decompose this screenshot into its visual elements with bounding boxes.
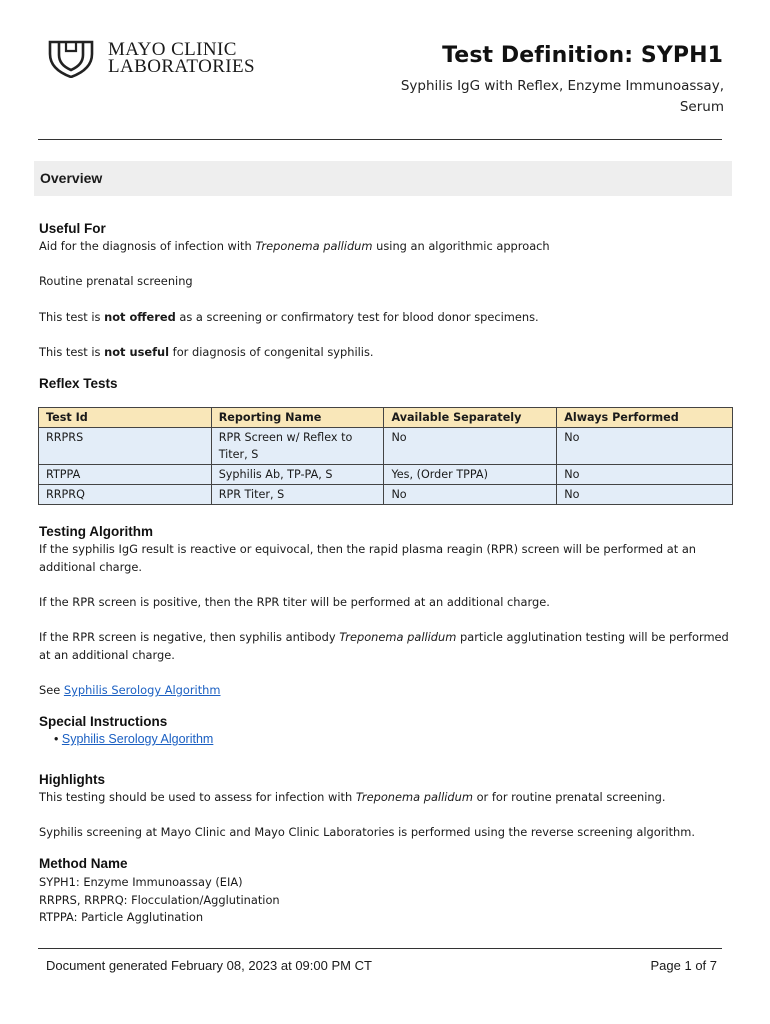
column-header: Test Id (39, 408, 212, 428)
table-header-row (39, 408, 733, 428)
organism-name: Treponema pallidum (255, 239, 373, 253)
method-name-line-3: RTPPA: Particle Agglutination (39, 910, 204, 924)
logo-line-1: MAYO CLINIC (108, 39, 237, 60)
special-instructions-heading: Special Instructions (39, 714, 168, 729)
logo-wordmark (108, 41, 255, 75)
table-row (39, 465, 733, 485)
method-name-line-2: RRPRS, RRPRQ: Flocculation/Agglutination (39, 893, 280, 907)
overview-section-bar (34, 161, 732, 196)
table-cell: No (557, 465, 733, 485)
testing-algorithm-para-2: If the RPR screen is positive, then the RPR titer will be performed at an additional charge. (39, 595, 550, 609)
subtitle-line-2: Serum (679, 99, 724, 115)
logo-line-2: LABORATORIES (108, 56, 255, 77)
useful-for-line-1: Aid for the diagnosis of infection with Treponema pallidum using an algorithmic approach (39, 239, 550, 253)
header-divider (38, 139, 722, 140)
method-name-line-1: SYPH1: Enzyme Immunoassay (EIA) (39, 875, 243, 889)
table-cell: No (557, 428, 733, 465)
footer-divider (38, 948, 722, 949)
column-header: Always Performed (557, 408, 733, 428)
page-number: Page 1 of 7 (650, 958, 717, 973)
document-title: Test Definition: SYPH1 (442, 43, 723, 68)
table-cell: RPR Titer, S (211, 485, 384, 505)
special-instructions-algorithm-link[interactable]: Syphilis Serology Algorithm (61, 732, 214, 746)
highlights-para-1: This testing should be used to assess for infection with Treponema pallidum or for routine prenatal screening. (39, 790, 666, 804)
table-cell: No (384, 485, 557, 505)
highlights-heading: Highlights (39, 772, 105, 787)
special-instructions-item (54, 730, 749, 748)
testing-algorithm-heading: Testing Algorithm (39, 524, 153, 539)
reflex-tests-heading: Reflex Tests (39, 376, 118, 391)
document-generated-date: Document generated February 08, 2023 at 09:00 PM CT (46, 958, 372, 973)
useful-for-heading: Useful For (39, 221, 106, 236)
see-algorithm-line: See Syphilis Serology Algorithm (39, 683, 221, 697)
table-cell: RRPRQ (39, 485, 212, 505)
bullet: • (54, 732, 59, 746)
column-header: Reporting Name (211, 408, 384, 428)
table-cell: RTPPA (39, 465, 212, 485)
table-cell: No (557, 485, 733, 505)
table-row (39, 428, 733, 465)
reflex-tests-table (38, 407, 733, 505)
table-cell: RPR Screen w/ Reflex to Titer, S (211, 428, 384, 465)
useful-for-line-2: Routine prenatal screening (39, 274, 193, 288)
table-cell: RRPRS (39, 428, 212, 465)
table-row (39, 485, 733, 505)
testing-algorithm-para-3: If the RPR screen is negative, then syphilis antibody Treponema pallidum particle agglutination testing will be performed at an additional charge. (39, 630, 729, 662)
subtitle-line-1: Syphilis IgG with Reflex, Enzyme Immunoassay, (400, 78, 724, 94)
syphilis-serology-algorithm-link[interactable]: Syphilis Serology Algorithm (63, 683, 221, 697)
column-header: Available Separately (384, 408, 557, 428)
testing-algorithm-para-1: If the syphilis IgG result is reactive or equivocal, then the rapid plasma reagin (RPR) screen will be performed at an additional charge. (39, 542, 697, 574)
table-cell: Syphilis Ab, TP-PA, S (211, 465, 384, 485)
mayo-clinic-logo (46, 38, 255, 78)
table-cell: Yes, (Order TPPA) (384, 465, 557, 485)
document-subtitle (324, 76, 724, 118)
overview-heading: Overview (40, 170, 103, 186)
highlights-para-2: Syphilis screening at Mayo Clinic and Mayo Clinic Laboratories is performed using the reverse screening algorithm. (39, 825, 695, 839)
useful-for-line-3: This test is not offered as a screening or confirmatory test for blood donor specimens. (39, 310, 539, 324)
table-cell: No (384, 428, 557, 465)
useful-for-line-4: This test is not useful for diagnosis of congenital syphilis. (39, 345, 374, 359)
method-name-heading: Method Name (39, 856, 128, 871)
mayo-shield-icon (46, 38, 96, 78)
